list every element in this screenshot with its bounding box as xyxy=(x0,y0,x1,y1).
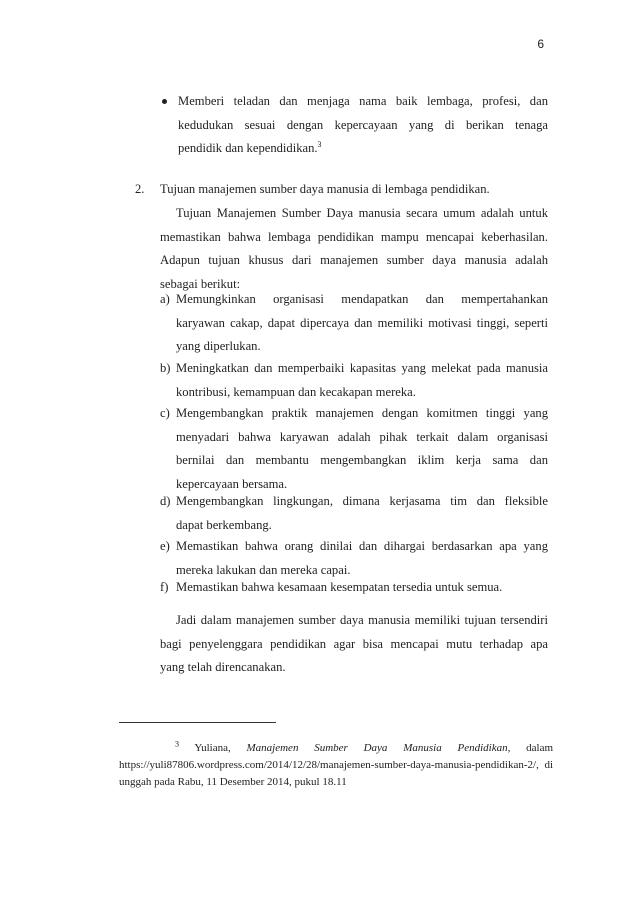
list-item-a xyxy=(160,288,548,359)
footnote-author: Yuliana, xyxy=(194,742,231,754)
bullet-line-1: Memberi teladan dan menjaga nama baik lembaga, profesi, dan xyxy=(178,94,548,108)
list-line-last: dapat berkembang. xyxy=(176,517,272,532)
list-marker: a) xyxy=(160,292,170,306)
section-title: Tujuan manajemen sumber daya manusia di lembaga pendidikan. xyxy=(160,182,490,196)
intro-line-3: Adapun tujuan khusus dari manajemen sumber daya manusia adalah xyxy=(160,253,548,267)
conclusion-line-2: bagi penyelenggara pendidikan agar bisa mencapai mutu terhadap apa xyxy=(160,636,548,651)
intro-line-1: Tujuan Manajemen Sumber Daya manusia secara umum adalah untuk xyxy=(176,206,548,220)
footnote xyxy=(119,740,553,791)
footnote-date: unggah pada Rabu, 11 Desember 2014, pukul 18.11 xyxy=(119,776,347,788)
list-item-f xyxy=(160,576,548,600)
page-number: 6 xyxy=(537,37,544,51)
list-line: karyawan cakap, dapat dipercaya dan memiliki motivasi tinggi, seperti xyxy=(176,315,548,330)
list-marker: b) xyxy=(160,361,171,375)
intro-line-2: memastikan bahwa lembaga pendidikan mampu mencapai keberhasilan. xyxy=(160,229,548,244)
bullet-line-3 xyxy=(178,137,548,161)
list-line: Memungkinkan organisasi mendapatkan dan mempertahankan xyxy=(176,292,548,306)
list-line: menyadari bahwa karyawan adalah pihak terkait dalam organisasi xyxy=(176,429,548,444)
bullet-item xyxy=(178,90,548,161)
list-marker: d) xyxy=(160,494,171,508)
section-heading xyxy=(135,178,555,202)
list-item-e xyxy=(160,535,548,582)
list-line-last: kepercayaan bersama. xyxy=(176,476,288,491)
list-item-d xyxy=(160,490,548,537)
footnote-number: 3 xyxy=(175,739,179,749)
list-item-b xyxy=(160,357,548,404)
footnote-ref[interactable]: 3 xyxy=(317,139,322,149)
footnote-after-title: dalam xyxy=(526,742,554,754)
conclusion-paragraph xyxy=(160,609,548,680)
list-line: Memastikan bahwa orang dinilai dan dihargai berdasarkan apa yang xyxy=(176,539,548,553)
intro-line-4: sebagai berikut: xyxy=(160,276,241,291)
conclusion-line-1: Jadi dalam manajemen sumber daya manusia memiliki tujuan tersendiri xyxy=(176,613,548,627)
footnote-divider xyxy=(119,722,276,723)
footnote-line-1 xyxy=(119,740,553,757)
bullet-line-2: kedudukan sesuai dengan kepercayaan yang di berikan tenaga xyxy=(178,117,548,132)
list-marker: c) xyxy=(160,406,170,420)
list-marker: e) xyxy=(160,539,170,553)
conclusion-line-3: yang telah direncanakan. xyxy=(160,660,286,674)
list-line: bernilai dan membantu mengembangkan iklim kerja sama dan xyxy=(176,453,548,467)
footnote-title: Manajemen Sumber Daya Manusia Pendidikan, xyxy=(246,742,511,754)
intro-paragraph xyxy=(160,202,548,296)
list-line: Mengembangkan lingkungan, dimana kerjasama tim dan fleksible xyxy=(176,494,548,508)
list-line-last: mereka lakukan dan mereka capai. xyxy=(176,562,351,577)
section-number: 2. xyxy=(135,182,145,196)
footnote-url[interactable]: https://yuli87806.wordpress.com/2014/12/28/manajemen-sumber-daya-manusia-pendidikan-2/, di xyxy=(119,759,553,771)
list-line-last: Memastikan bahwa kesamaan kesempatan tersedia untuk semua. xyxy=(176,580,503,594)
bullet-dot-icon xyxy=(162,99,167,104)
list-line: Mengembangkan praktik manajemen dengan komitmen tinggi yang xyxy=(176,406,548,420)
list-line: Meningkatkan dan memperbaiki kapasitas yang melekat pada manusia xyxy=(176,361,548,375)
list-line-last: yang diperlukan. xyxy=(176,339,261,353)
list-line-last: kontribusi, kemampuan dan kecakapan mereka. xyxy=(176,384,416,399)
list-item-c xyxy=(160,402,548,496)
bullet-last-text: pendidik dan kependidikan. xyxy=(178,141,318,155)
list-marker: f) xyxy=(160,580,169,594)
